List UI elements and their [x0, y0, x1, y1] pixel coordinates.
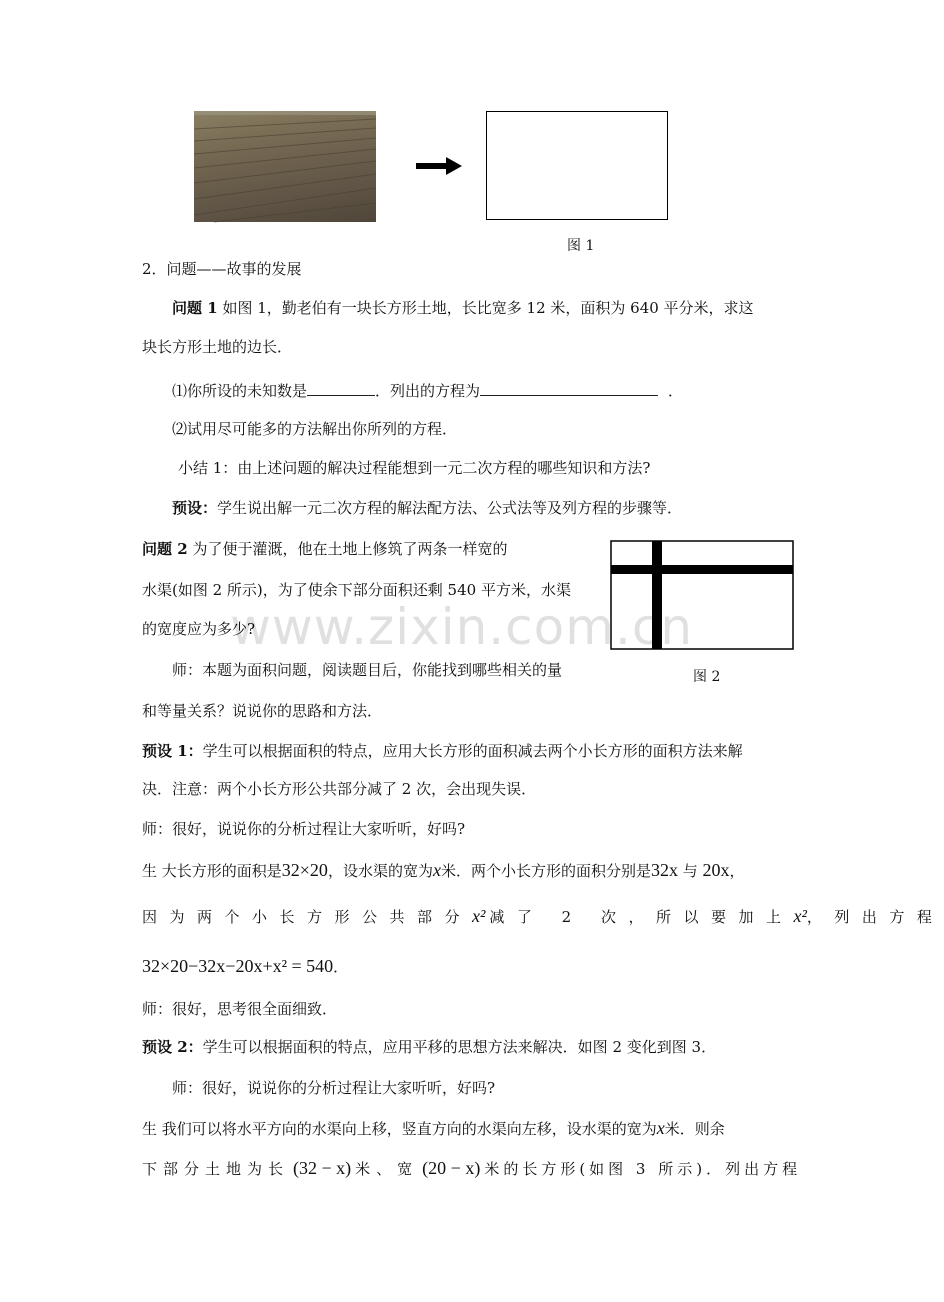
- summary-1: 小结 1：由上述问题的解决过程能想到一元二次方程的哪些知识和方法?: [178, 459, 651, 477]
- s2-l2-text-b: 米、宽: [355, 1160, 419, 1178]
- field-photo: [194, 111, 376, 222]
- preset1-text: 学生可以根据面积的特点，应用大长方形的面积减去两个小长方形的面积方法来解: [202, 742, 743, 760]
- student1-line1: [142, 860, 745, 881]
- preset: [172, 498, 682, 518]
- s2-l2-text-c: 米的长方形(如图 3 所示)．列出方程: [484, 1160, 802, 1178]
- student2-line2: [142, 1158, 801, 1179]
- sub1-text-b: ．列出的方程为: [375, 382, 481, 400]
- preset-label: 预设：: [172, 499, 218, 517]
- s1-x-squared-2: x²: [793, 906, 807, 926]
- s1-l2-text-a: 因为两个小长方形公共部分: [142, 908, 473, 926]
- student2-line1: [142, 1118, 725, 1139]
- s1-text-2: ，设水渠的宽为: [327, 862, 433, 880]
- watermark: www.zixin.com.cn: [230, 598, 694, 656]
- q2-label: 问题 2: [142, 540, 188, 558]
- teacher3: 师：很好，思考很全面细致．: [142, 1000, 338, 1018]
- unknown-blank[interactable]: [307, 381, 375, 396]
- empty-rectangle: [486, 111, 668, 220]
- figure1-caption: 图 1: [567, 238, 595, 254]
- figure2-caption: 图 2: [693, 669, 721, 685]
- preset-text: 学生说出解一元二次方程的解法配方法、公式法等及列方程的步骤等．: [217, 499, 683, 517]
- q2-line1: [142, 539, 507, 559]
- s1-l2-text-b: 减了 2 次，所以要加上: [489, 908, 794, 926]
- teacher1-line2: 和等量关系？说说你的思路和方法．: [142, 702, 383, 720]
- preset1-line1: [142, 741, 743, 761]
- s2-expr-width: (20 − x): [422, 1158, 481, 1178]
- student1-line2: [142, 906, 944, 927]
- s2-text-1: 生 我们可以将水平方向的水渠向上移，竖直方向的水渠向左移，设水渠的宽为: [142, 1120, 657, 1138]
- equation-blank[interactable]: [480, 381, 658, 396]
- q1-label: 问题 1: [172, 299, 218, 317]
- s1-text-1: 生 大长方形的面积是: [142, 862, 282, 880]
- q1-line1: [172, 298, 754, 318]
- teacher2: 师：很好，说说你的分析过程让大家听听，好吗?: [142, 820, 466, 838]
- s1-x-squared: x²: [472, 906, 486, 926]
- s1-expr-20x: 20x: [702, 860, 730, 880]
- q1-text: 如图 1，勤老伯有一块长方形土地，长比宽多 12 米，面积为 640 平分米，求这: [222, 299, 754, 317]
- s1-expr-area: 32×20: [281, 860, 328, 880]
- s1-var: x: [432, 860, 441, 880]
- preset2-label: 预设 2：: [142, 1038, 203, 1056]
- q2-line3: 的宽度应为多少?: [142, 620, 256, 638]
- student1-equation: [142, 956, 348, 977]
- s1-text-5: ，: [729, 862, 745, 880]
- s2-expr-length: (32 − x): [293, 1158, 352, 1178]
- preset1-label: 预设 1：: [142, 742, 203, 760]
- sub1-text-a: ⑴你所设的未知数是: [172, 382, 308, 400]
- section-heading: 2．问题——故事的发展: [142, 260, 302, 278]
- q1-sub1: [172, 381, 683, 401]
- s1-expr-32x: 32x: [650, 860, 678, 880]
- s2-text-2: 米．则余: [664, 1120, 725, 1138]
- preset1-line2: 决．注意：两个小长方形公共部分减了 2 次，会出现失误．: [142, 780, 537, 798]
- arrow-right-icon: [416, 157, 462, 179]
- q1-line2: 块长方形土地的边长．: [142, 338, 293, 356]
- teacher4: 师：很好，说说你的分析过程让大家听听，好吗?: [172, 1079, 496, 1097]
- preset2-text: 学生可以根据面积的特点，应用平移的思想方法来解决．如图 2 变化到图 3．: [202, 1038, 717, 1056]
- s2-var: x: [656, 1118, 665, 1138]
- s2-l2-text-a: 下部分土地为长: [142, 1160, 290, 1178]
- sub1-text-c: ．: [668, 382, 684, 400]
- q2-text-1: 为了便于灌溉，他在土地上修筑了两条一样宽的: [192, 540, 508, 558]
- preset2: [142, 1037, 716, 1057]
- equation-1-end: ．: [333, 958, 349, 976]
- teacher1-line1: 师：本题为面积问题，阅读题目后，你能找到哪些相关的量: [172, 661, 563, 679]
- equation-1: 32×20−32x−20x+x² = 540: [142, 956, 334, 976]
- q2-line2: 水渠(如图 2 所示)，为了使余下部分面积还剩 540 平方米，水渠: [142, 581, 571, 599]
- s1-text-3: 米．两个小长方形的面积分别是: [440, 862, 651, 880]
- s1-text-4: 与: [682, 862, 698, 880]
- s1-l2-text-c: ，列出方程: [806, 908, 944, 926]
- q1-sub2: ⑵试用尽可能多的方法解出你所列的方程．: [172, 420, 458, 438]
